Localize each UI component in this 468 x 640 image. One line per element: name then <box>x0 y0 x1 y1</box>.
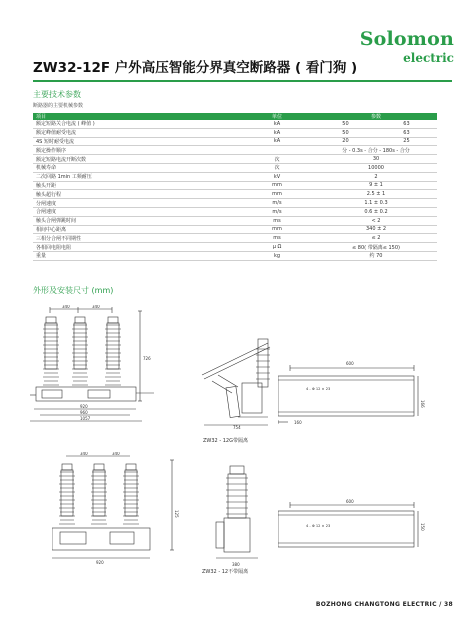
row-item: 三相分合闸不同期性 <box>33 234 239 243</box>
row-value: < 2 <box>315 216 437 225</box>
mounting-plan-bottom <box>278 497 428 557</box>
dim-960: 960 <box>80 410 88 415</box>
dim-340-c: 340 <box>80 452 88 456</box>
row-value: 30 <box>315 155 437 164</box>
row-unit: μ Ω <box>239 243 315 252</box>
table-row <box>33 251 437 260</box>
row-value-a: 50 <box>315 128 376 137</box>
table-row <box>33 243 437 252</box>
dim-754: 754 <box>233 425 241 430</box>
dim-600-bottom: 600 <box>346 499 354 504</box>
row-item: 额定短路关合电流 ( 峰值 ) <box>33 120 239 128</box>
params-note: 断路器的主要机械参数 <box>33 103 84 109</box>
dim-380: 380 <box>232 562 240 567</box>
row-unit: m/s <box>239 199 315 208</box>
hole-spec-top: 4 - Φ 12 × 23 <box>306 387 331 391</box>
dim-160: 160 <box>294 420 302 425</box>
row-unit: mm <box>239 181 315 190</box>
spec-table <box>33 113 437 261</box>
row-item: 机械寿命 <box>33 163 239 172</box>
table-row <box>33 207 437 216</box>
row-value: ≤ 2 <box>315 234 437 243</box>
caption-with-isolator: ZW32 - 12G带隔离 <box>203 438 248 444</box>
front-view-drawing-bottom <box>52 452 192 572</box>
hole-spec-bottom: 4 - Φ 12 × 23 <box>306 524 331 528</box>
row-unit: kA <box>239 128 315 137</box>
brand-logo <box>360 30 454 64</box>
page-footer: BOZHONG CHANGTONG ELECTRIC / 38 <box>315 601 453 608</box>
row-unit: kA <box>239 137 315 146</box>
row-item: 各相回电阻电阻 <box>33 243 239 252</box>
dim-920-bottom: 920 <box>96 560 104 565</box>
row-item: 重量 <box>33 251 239 260</box>
header-value: 参数 <box>315 113 437 120</box>
row-unit: 次 <box>239 163 315 172</box>
row-value: 约 70 <box>315 251 437 260</box>
row-value-a: 20 <box>315 137 376 146</box>
dim-600-top: 600 <box>346 361 354 366</box>
front-view-drawing-top <box>30 305 190 430</box>
section-heading-dimensions: 外形及安装尺寸 (mm) <box>33 286 114 295</box>
dim-1057: 1057 <box>80 416 91 421</box>
section-heading-params: 主要技术参数 <box>33 90 81 99</box>
row-value: 10000 <box>315 163 437 172</box>
table-row <box>33 190 437 199</box>
table-row <box>33 128 437 137</box>
dim-920: 920 <box>80 404 88 409</box>
dim-125: 125 <box>174 510 179 518</box>
row-item: 触头开距 <box>33 181 239 190</box>
row-unit: kg <box>239 251 315 260</box>
table-row <box>33 225 437 234</box>
row-value: 9 ± 1 <box>315 181 437 190</box>
row-item: 4S 短时耐受电流 <box>33 137 239 146</box>
table-row <box>33 216 437 225</box>
table-row <box>33 234 437 243</box>
row-value: 2.5 ± 1 <box>315 190 437 199</box>
spec-table-header <box>33 113 437 120</box>
table-row <box>33 120 437 128</box>
row-unit: mm <box>239 225 315 234</box>
brand-name: Solomon <box>359 28 454 50</box>
row-item: 相间中心距离 <box>33 225 239 234</box>
row-item: 额定操作顺序 <box>33 146 239 155</box>
dim-726: 726 <box>143 356 151 361</box>
row-item: 二次回路 1min 工频耐压 <box>33 172 239 181</box>
row-value: ≤ 80( 带隔离≤ 150) <box>315 243 437 252</box>
row-item: 触头合闸弹跳时间 <box>33 216 239 225</box>
row-unit: ms <box>239 234 315 243</box>
brand-subtitle: electric <box>403 51 454 65</box>
row-unit: kV <box>239 172 315 181</box>
row-value: 0.6 ± 0.2 <box>315 207 437 216</box>
table-row <box>33 181 437 190</box>
row-unit: ms <box>239 216 315 225</box>
row-item: 触头超行程 <box>33 190 239 199</box>
side-view-drawing-no-isolator <box>208 460 268 570</box>
dim-166: 166 <box>420 400 425 408</box>
table-row <box>33 172 437 181</box>
caption-without-isolator: ZW32 - 12不带隔离 <box>202 569 249 575</box>
row-value-b: 63 <box>376 128 437 137</box>
row-unit: kA <box>239 120 315 128</box>
row-value-b: 25 <box>376 137 437 146</box>
row-value: 340 ± 2 <box>315 225 437 234</box>
row-item: 分闸速度 <box>33 199 239 208</box>
dim-340-a: 340 <box>62 305 70 309</box>
row-item: 额定峰值耐受电流 <box>33 128 239 137</box>
row-item: 合闸速度 <box>33 207 239 216</box>
dim-150: 150 <box>420 523 425 531</box>
title-divider <box>33 80 452 82</box>
table-row <box>33 155 437 164</box>
header-item: 项目 <box>33 113 239 120</box>
row-value-a: 50 <box>315 120 376 128</box>
row-unit: 次 <box>239 155 315 164</box>
row-value: 1.1 ± 0.3 <box>315 199 437 208</box>
table-row <box>33 137 437 146</box>
dim-340-d: 340 <box>112 452 120 456</box>
table-row <box>33 163 437 172</box>
row-value-b: 63 <box>376 120 437 128</box>
page-title: ZW32-12F 户外高压智能分界真空断路器 ( 看门狗 ) <box>33 60 358 76</box>
table-row <box>33 146 437 155</box>
header-unit: 单位 <box>239 113 315 120</box>
row-value: 分 - 0.3s - 合分 - 180s - 合分 <box>315 146 437 155</box>
row-unit <box>239 146 315 155</box>
mounting-plan-top <box>278 350 428 425</box>
side-view-drawing-isolator <box>198 335 278 430</box>
row-unit: mm <box>239 190 315 199</box>
row-item: 额定短路电流开断次数 <box>33 155 239 164</box>
table-row <box>33 199 437 208</box>
dim-340-b: 340 <box>92 305 100 309</box>
row-unit: m/s <box>239 207 315 216</box>
row-value: 2 <box>315 172 437 181</box>
